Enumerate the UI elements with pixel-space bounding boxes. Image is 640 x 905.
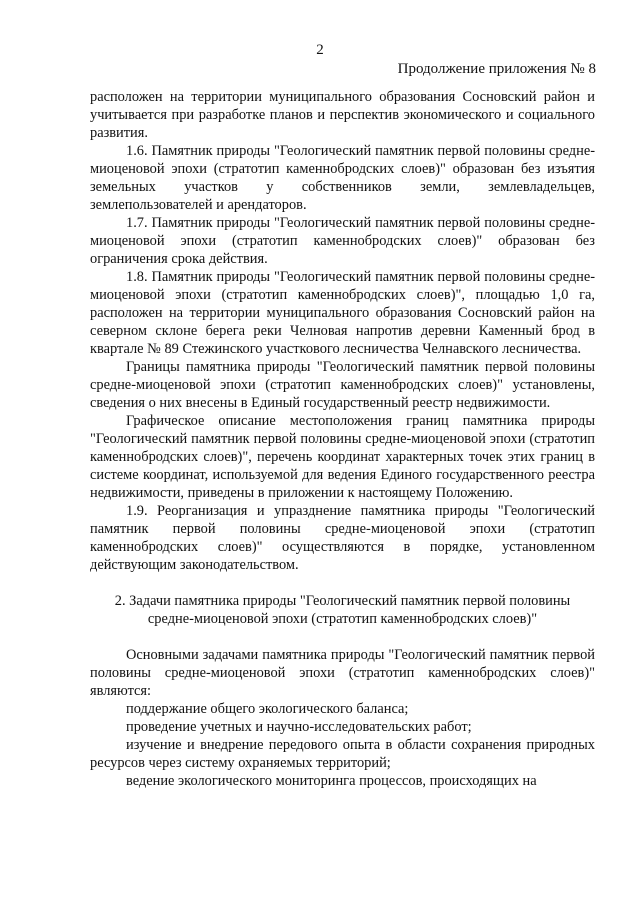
paragraph: расположен на территории муниципального образования Сосновский район и учитывается при разработке планов и перспектив экономического и социального развития. (90, 89, 595, 141)
page-number: 2 (316, 42, 324, 58)
paragraph: 1.6. Памятник природы "Геологический памятник первой половины средне-миоценовой эпохи (стратотип каменнобродских слоев)" образован без изъятия земельных участков у собственников земли, землевладельцев, землепользователей и арендаторов. (90, 143, 595, 213)
list-item: изучение и внедрение передового опыта в области сохранения природных ресурсов через систему охраняемых территорий; (90, 737, 595, 771)
section-heading-line: средне-миоценовой эпохи (стратотип каменнобродских слоев)" (147, 611, 538, 627)
paragraph: Основными задачами памятника природы "Геологический памятник первой половины средне-миоценовой эпохи (стратотип каменнобродских слоев)" являются: (90, 647, 595, 699)
list-item: поддержание общего экологического баланса; (126, 701, 409, 717)
appendix-continuation: Продолжение приложения № 8 (397, 61, 596, 77)
paragraph: Границы памятника природы "Геологический памятник первой половины средне-миоценовой эпохи (стратотип каменнобродских слоев)" установлены, сведения о них внесены в Единый государственный реестр недвижимости. (90, 359, 595, 411)
paragraph: 1.8. Памятник природы "Геологический памятник первой половины средне-миоценовой эпохи (стратотип каменнобродских слоев)", площадью 1,0 га, расположен на территории муниципального образования Сосновский район на северном склоне берега реки Челновая напротив деревни Каменный брод в квартале № 89 Стежинского участкового лесничества Челнавского лесничества. (90, 269, 595, 357)
section-heading-line: 2. Задачи памятника природы "Геологический памятник первой половины (114, 593, 571, 609)
document-body (90, 88, 595, 790)
paragraph: Графическое описание местоположения границ памятника природы "Геологический памятник первой половины средне-миоценовой эпохи (стратотип каменнобродских слоев)", перечень координат характерных точек этих границ в системе координат, используемой для ведения Единого государственного реестра недвижимости, приведены в приложении к настоящему Положению. (90, 413, 595, 501)
list-item: проведение учетных и научно-исследовательских работ; (126, 719, 472, 735)
paragraph: 1.7. Памятник природы "Геологический памятник первой половины средне-миоценовой эпохи (стратотип каменнобродских слоев)" образован без ограничения срока действия. (90, 215, 595, 267)
paragraph: 1.9. Реорганизация и упразднение памятника природы "Геологический памятник первой половины средне-миоценовой эпохи (стратотип каменнобродских слоев)" осуществляются в порядке, установленном действующим законодательством. (90, 503, 595, 573)
list-item: ведение экологического мониторинга процессов, происходящих на (126, 773, 537, 789)
